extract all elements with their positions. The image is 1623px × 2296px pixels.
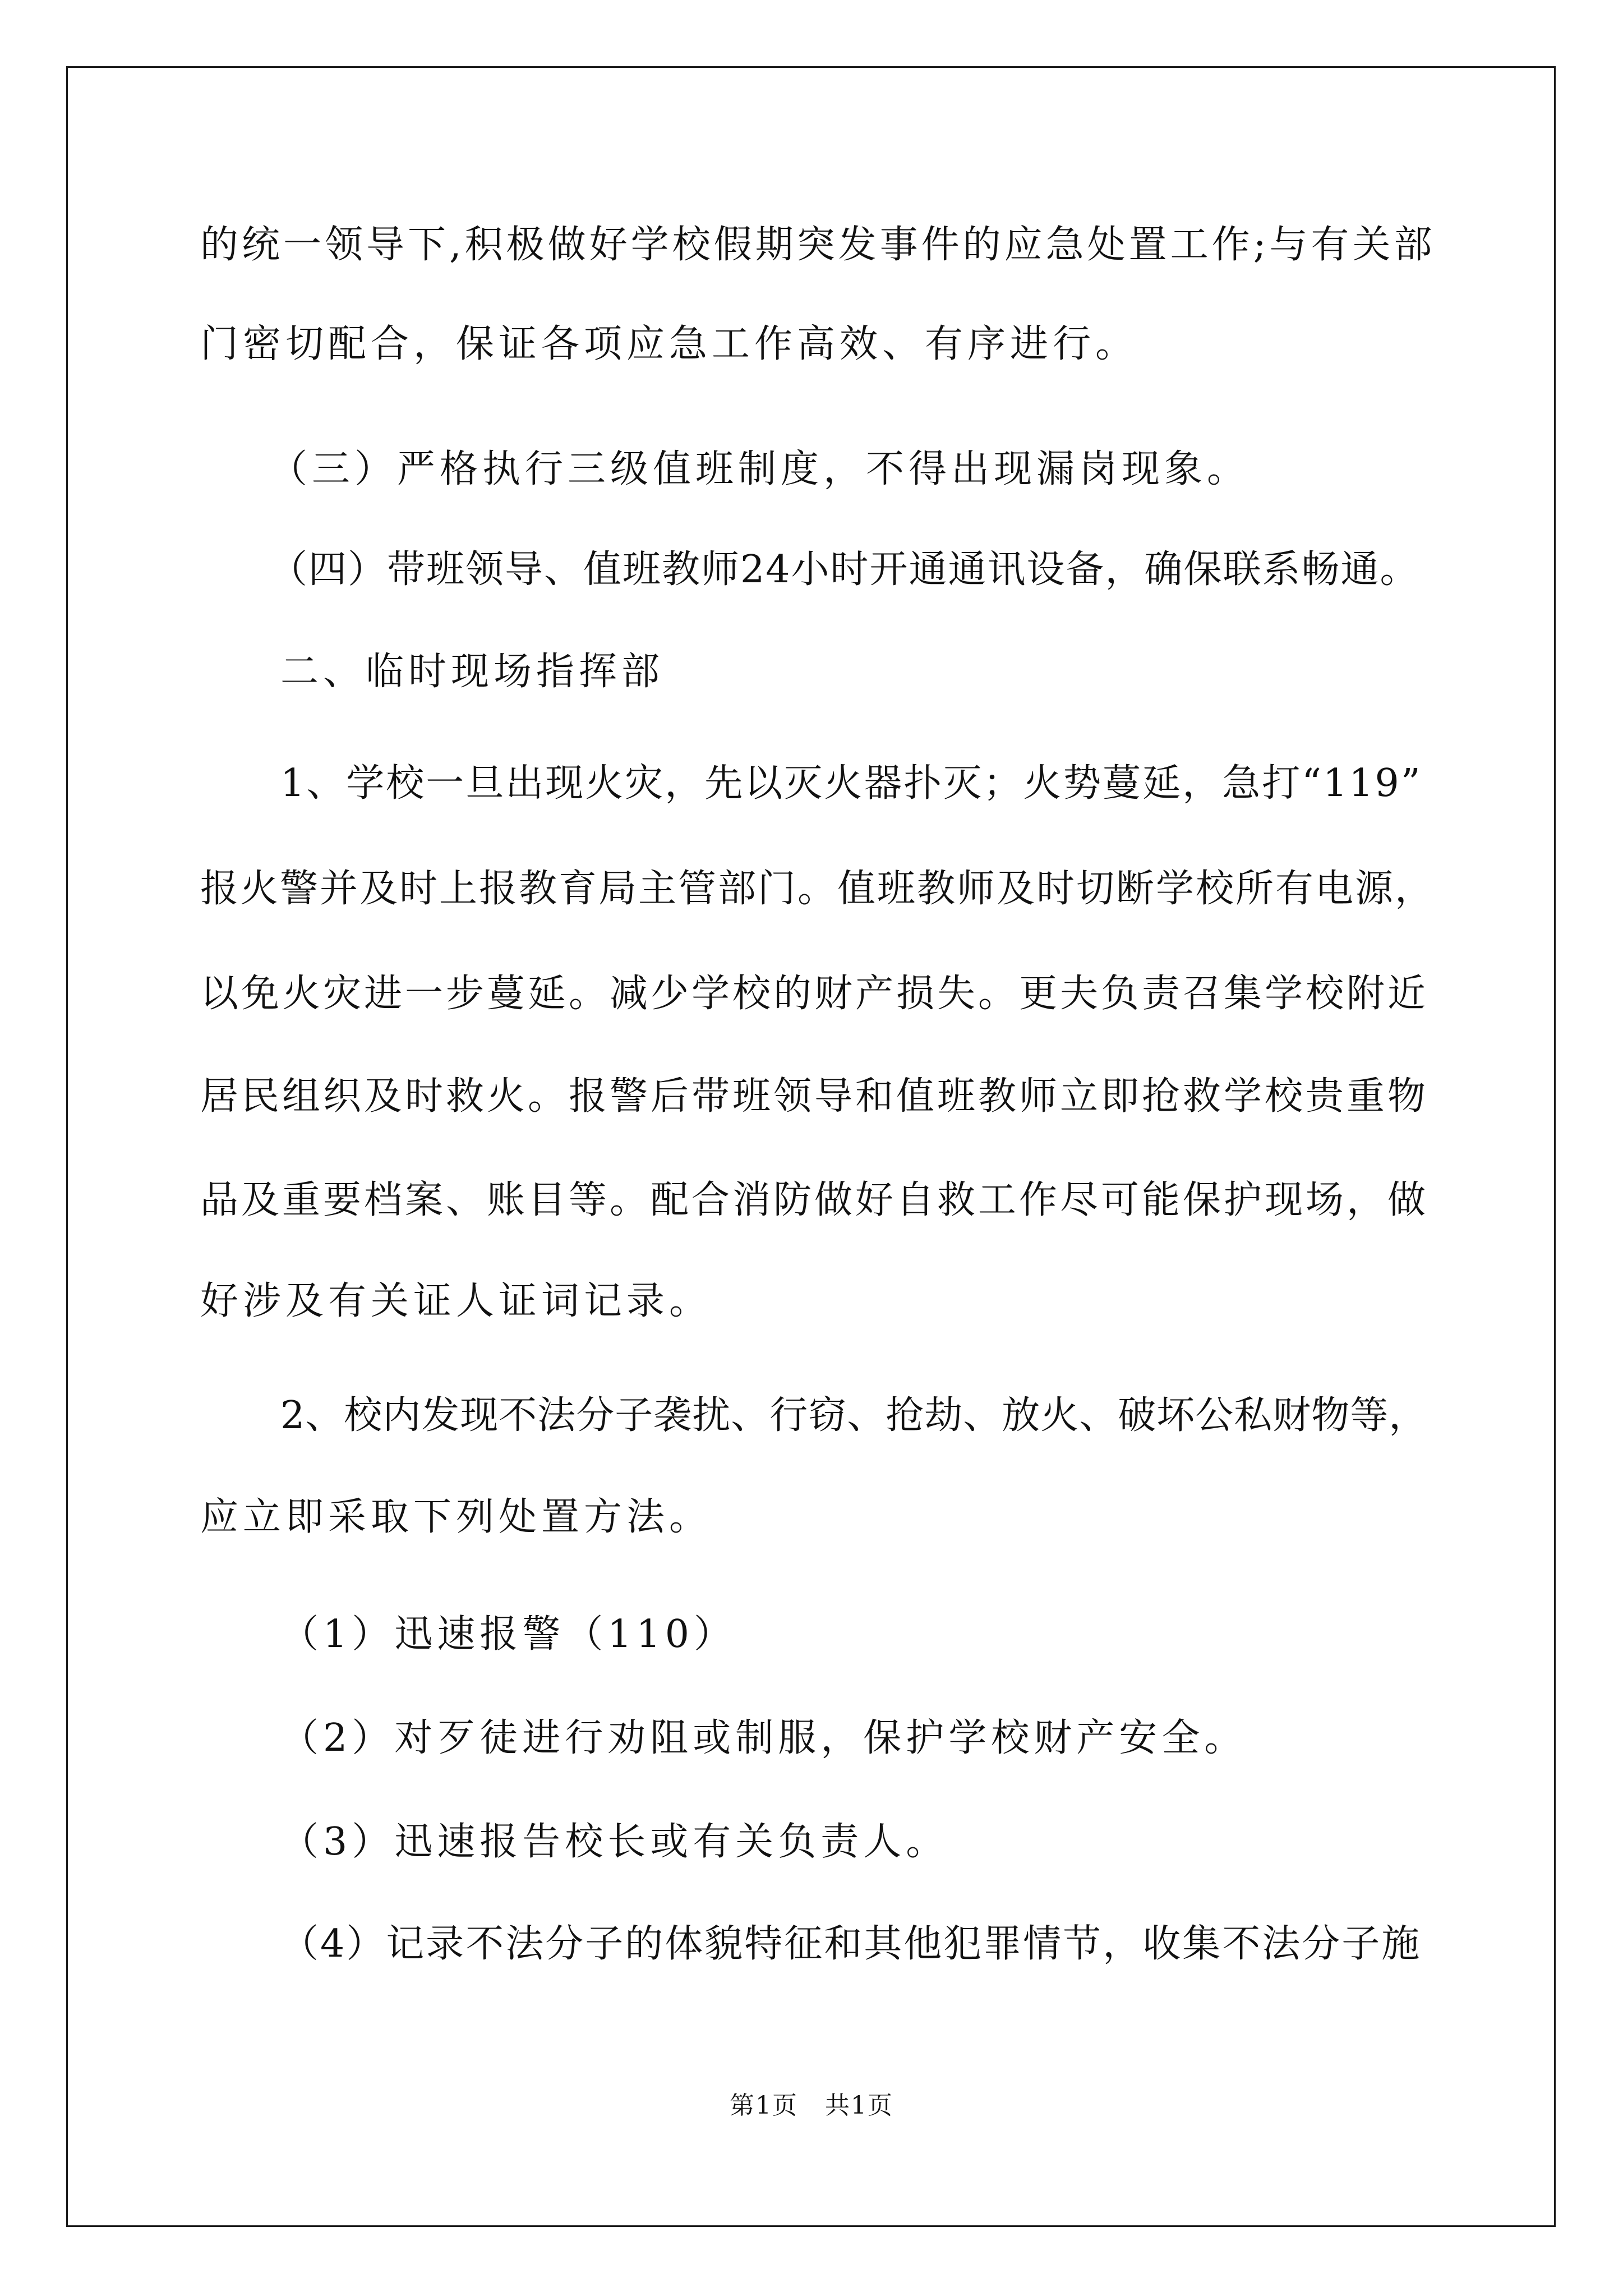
text-line: 的统一领导下,积极做好学校假期突发事件的应急处置工作;与有关部 (200, 223, 1436, 267)
section-heading: 二、临时现场指挥部 (280, 650, 665, 694)
text-line: （3）迅速报告校长或有关负责人。 (280, 1820, 949, 1864)
text-line: （四）带班领导、值班教师24小时开通通讯设备，确保联系畅通。 (269, 547, 1419, 592)
text-line: 品及重要档案、账目等。配合消防做好自救工作尽可能保护现场，做 (200, 1178, 1429, 1222)
text-line: 应立即采取下列处置方法。 (200, 1495, 712, 1539)
text-line: 好涉及有关证人证词记录。 (200, 1279, 712, 1323)
text-line: （4）记录不法分子的体貌特征和其他犯罪情节，收集不法分子施 (280, 1922, 1422, 1966)
page-number-footer: 第1页 共1页 (730, 2091, 893, 2120)
page-border (66, 66, 1556, 2227)
text-line: （2）对歹徒进行劝阻或制服，保护学校财产安全。 (280, 1716, 1247, 1760)
text-line: （1）迅速报警（110） (280, 1612, 737, 1657)
text-line: 以免火灾进一步蔓延。减少学校的财产损失。更夫负责召集学校附近 (200, 972, 1429, 1016)
text-line: 门密切配合，保证各项应急工作高效、有序进行。 (200, 322, 1138, 366)
text-line: 1、学校一旦出现火灾，先以灭火器扑灭；火势蔓延，急打“119” (280, 761, 1422, 806)
text-line: 报火警并及时上报教育局主管部门。值班教师及时切断学校所有电源， (200, 867, 1435, 911)
text-line: （三）严格执行三级值班制度，不得出现漏岗现象。 (269, 447, 1250, 491)
text-line: 居民组织及时救火。报警后带班领导和值班教师立即抢救学校贵重物 (200, 1074, 1429, 1119)
text-line: 2、校内发现不法分子袭扰、行窃、抢劫、放火、破坏公私财物等， (280, 1393, 1428, 1438)
